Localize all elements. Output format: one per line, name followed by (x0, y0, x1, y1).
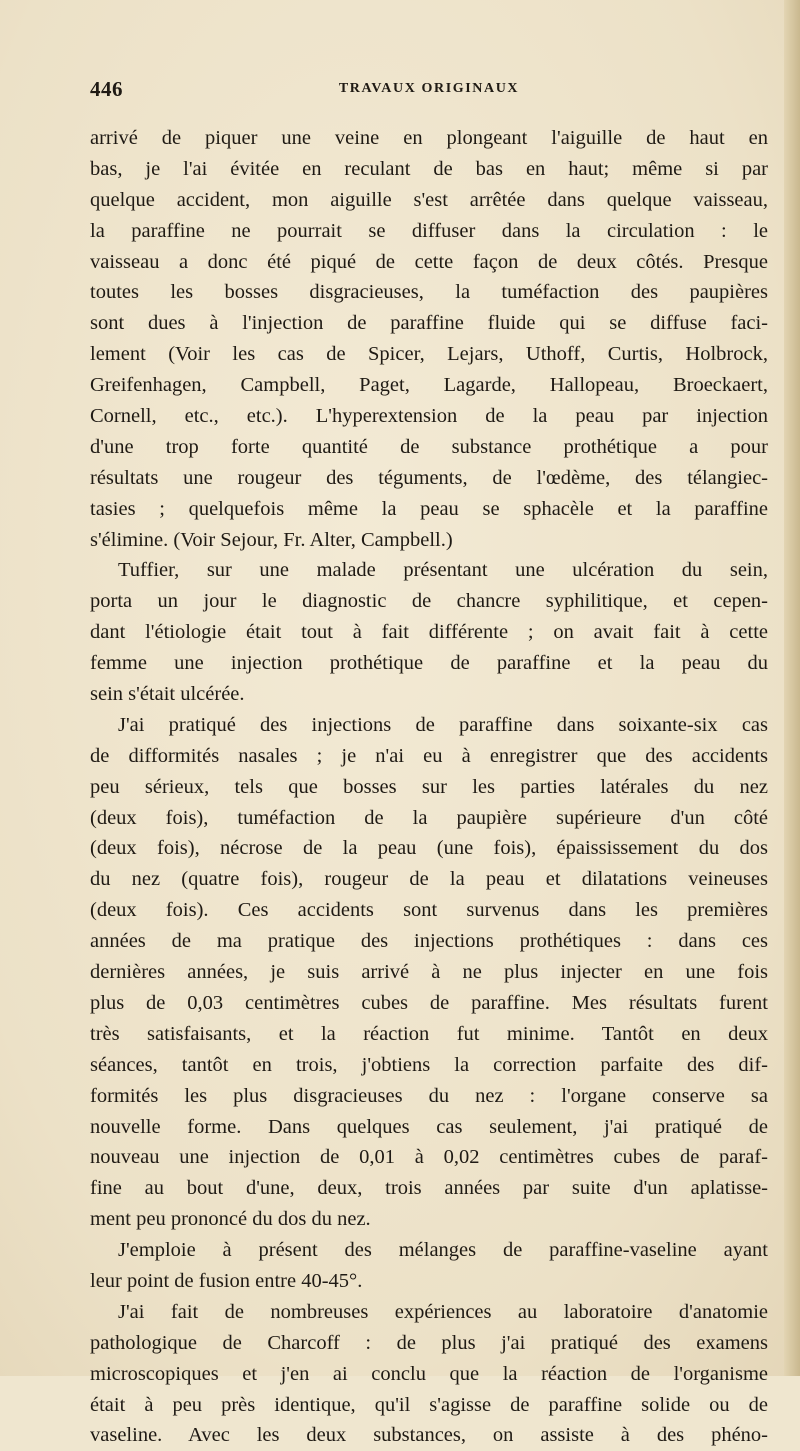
page-edge (784, 0, 800, 1376)
text-line: vaisseau a donc été piqué de cette façon de deux côtés. Presque (90, 250, 768, 273)
text-line: lement (Voir les cas de Spicer, Lejars, Uthoff, Curtis, Holbrock, (90, 343, 768, 366)
text-line: de difformités nasales ; je n'ai eu à enregistrer que des accidents (90, 744, 768, 767)
text-line: sein s'était ulcérée. (90, 683, 245, 706)
text-line: microscopiques et j'en ai conclu que la réaction de l'organisme (90, 1362, 768, 1385)
text-line: J'ai pratiqué des injections de paraffine dans soixante-six cas (118, 713, 768, 736)
text-line: plus de 0,03 centimètres cubes de paraffine. Mes résultats furent (90, 991, 768, 1014)
text-line: résultats une rougeur des téguments, de l'œdème, des télangiec- (90, 466, 768, 489)
text-line: bas, je l'ai évitée en reculant de bas en haut; même si par (90, 157, 768, 180)
page-header (90, 77, 768, 109)
text-line: années de ma pratique des injections prothétiques : dans ces (90, 930, 768, 953)
page-number: 446 (90, 77, 123, 101)
text-line: toutes les bosses disgracieuses, la tuméfaction des paupières (90, 281, 768, 304)
text-line: Greifenhagen, Campbell, Paget, Lagarde, Hallopeau, Broeckaert, (90, 374, 768, 397)
text-line: séances, tantôt en trois, j'obtiens la correction parfaite des dif- (90, 1053, 768, 1076)
text-line: femme une injection prothétique de paraffine et la peau du (90, 652, 768, 675)
text-line: tasies ; quelquefois même la peau se sphacèle et la paraffine (90, 497, 768, 520)
text-line: très satisfaisants, et la réaction fut minime. Tantôt en deux (90, 1022, 768, 1045)
text-line: dant l'étiologie était tout à fait différente ; on avait fait à cette (90, 621, 768, 644)
text-line: d'une trop forte quantité de substance prothétique a pour (90, 435, 768, 458)
text-line: s'élimine. (Voir Sejour, Fr. Alter, Campbell.) (90, 528, 453, 551)
text-line: (deux fois), tuméfaction de la paupière supérieure d'un côté (90, 806, 768, 829)
text-line: était à peu près identique, qu'il s'agisse de paraffine solide ou de (90, 1393, 768, 1416)
text-line: J'ai fait de nombreuses expériences au laboratoire d'anatomie (118, 1300, 768, 1323)
text-line: porta un jour le diagnostic de chancre syphilitique, et cepen- (90, 590, 768, 613)
text-line: nouveau une injection de 0,01 à 0,02 centimètres cubes de paraf- (90, 1146, 768, 1169)
text-line: du nez (quatre fois), rougeur de la peau et dilatations veineuses (90, 868, 768, 891)
text-line: (deux fois), nécrose de la peau (une fois), épaississement du dos (90, 837, 768, 860)
running-head: TRAVAUX ORIGINAUX (338, 81, 520, 96)
text-line: Cornell, etc., etc.). L'hyperextension de la peau par injection (90, 405, 768, 428)
text-line: dernières années, je suis arrivé à ne plus injecter en une fois (90, 961, 768, 984)
text-line: (deux fois). Ces accidents sont survenus dans les premières (90, 899, 768, 922)
text-line: arrivé de piquer une veine en plongeant l'aiguille de haut en (90, 127, 768, 149)
text-line: fine au bout d'une, deux, trois années par suite d'un aplatisse- (90, 1177, 768, 1200)
text-line: la paraffine ne pourrait se diffuser dans la circulation : le (90, 219, 768, 242)
text-line: ment peu prononcé du dos du nez. (90, 1208, 371, 1231)
text-line: quelque accident, mon aiguille s'est arrêtée dans quelque vaisseau, (90, 188, 768, 211)
text-line: formités les plus disgracieuses du nez : l'organe conserve sa (90, 1084, 768, 1107)
text-line: peu sérieux, tels que bosses sur les parties latérales du nez (90, 775, 768, 798)
text-line: J'emploie à présent des mélanges de paraffine-vaseline ayant (118, 1239, 768, 1262)
text-line: Tuffier, sur une malade présentant une ulcération du sein, (118, 559, 768, 582)
text-line: vaseline. Avec les deux substances, on assiste à des phéno- (90, 1424, 768, 1447)
text-line: sont dues à l'injection de paraffine fluide qui se diffuse faci- (90, 312, 768, 335)
body-text (90, 123, 768, 1451)
text-line: leur point de fusion entre 40-45°. (90, 1269, 363, 1292)
text-line: nouvelle forme. Dans quelques cas seulement, j'ai pratiqué de (90, 1115, 768, 1138)
text-line: pathologique de Charcoff : de plus j'ai pratiqué des examens (90, 1331, 768, 1354)
